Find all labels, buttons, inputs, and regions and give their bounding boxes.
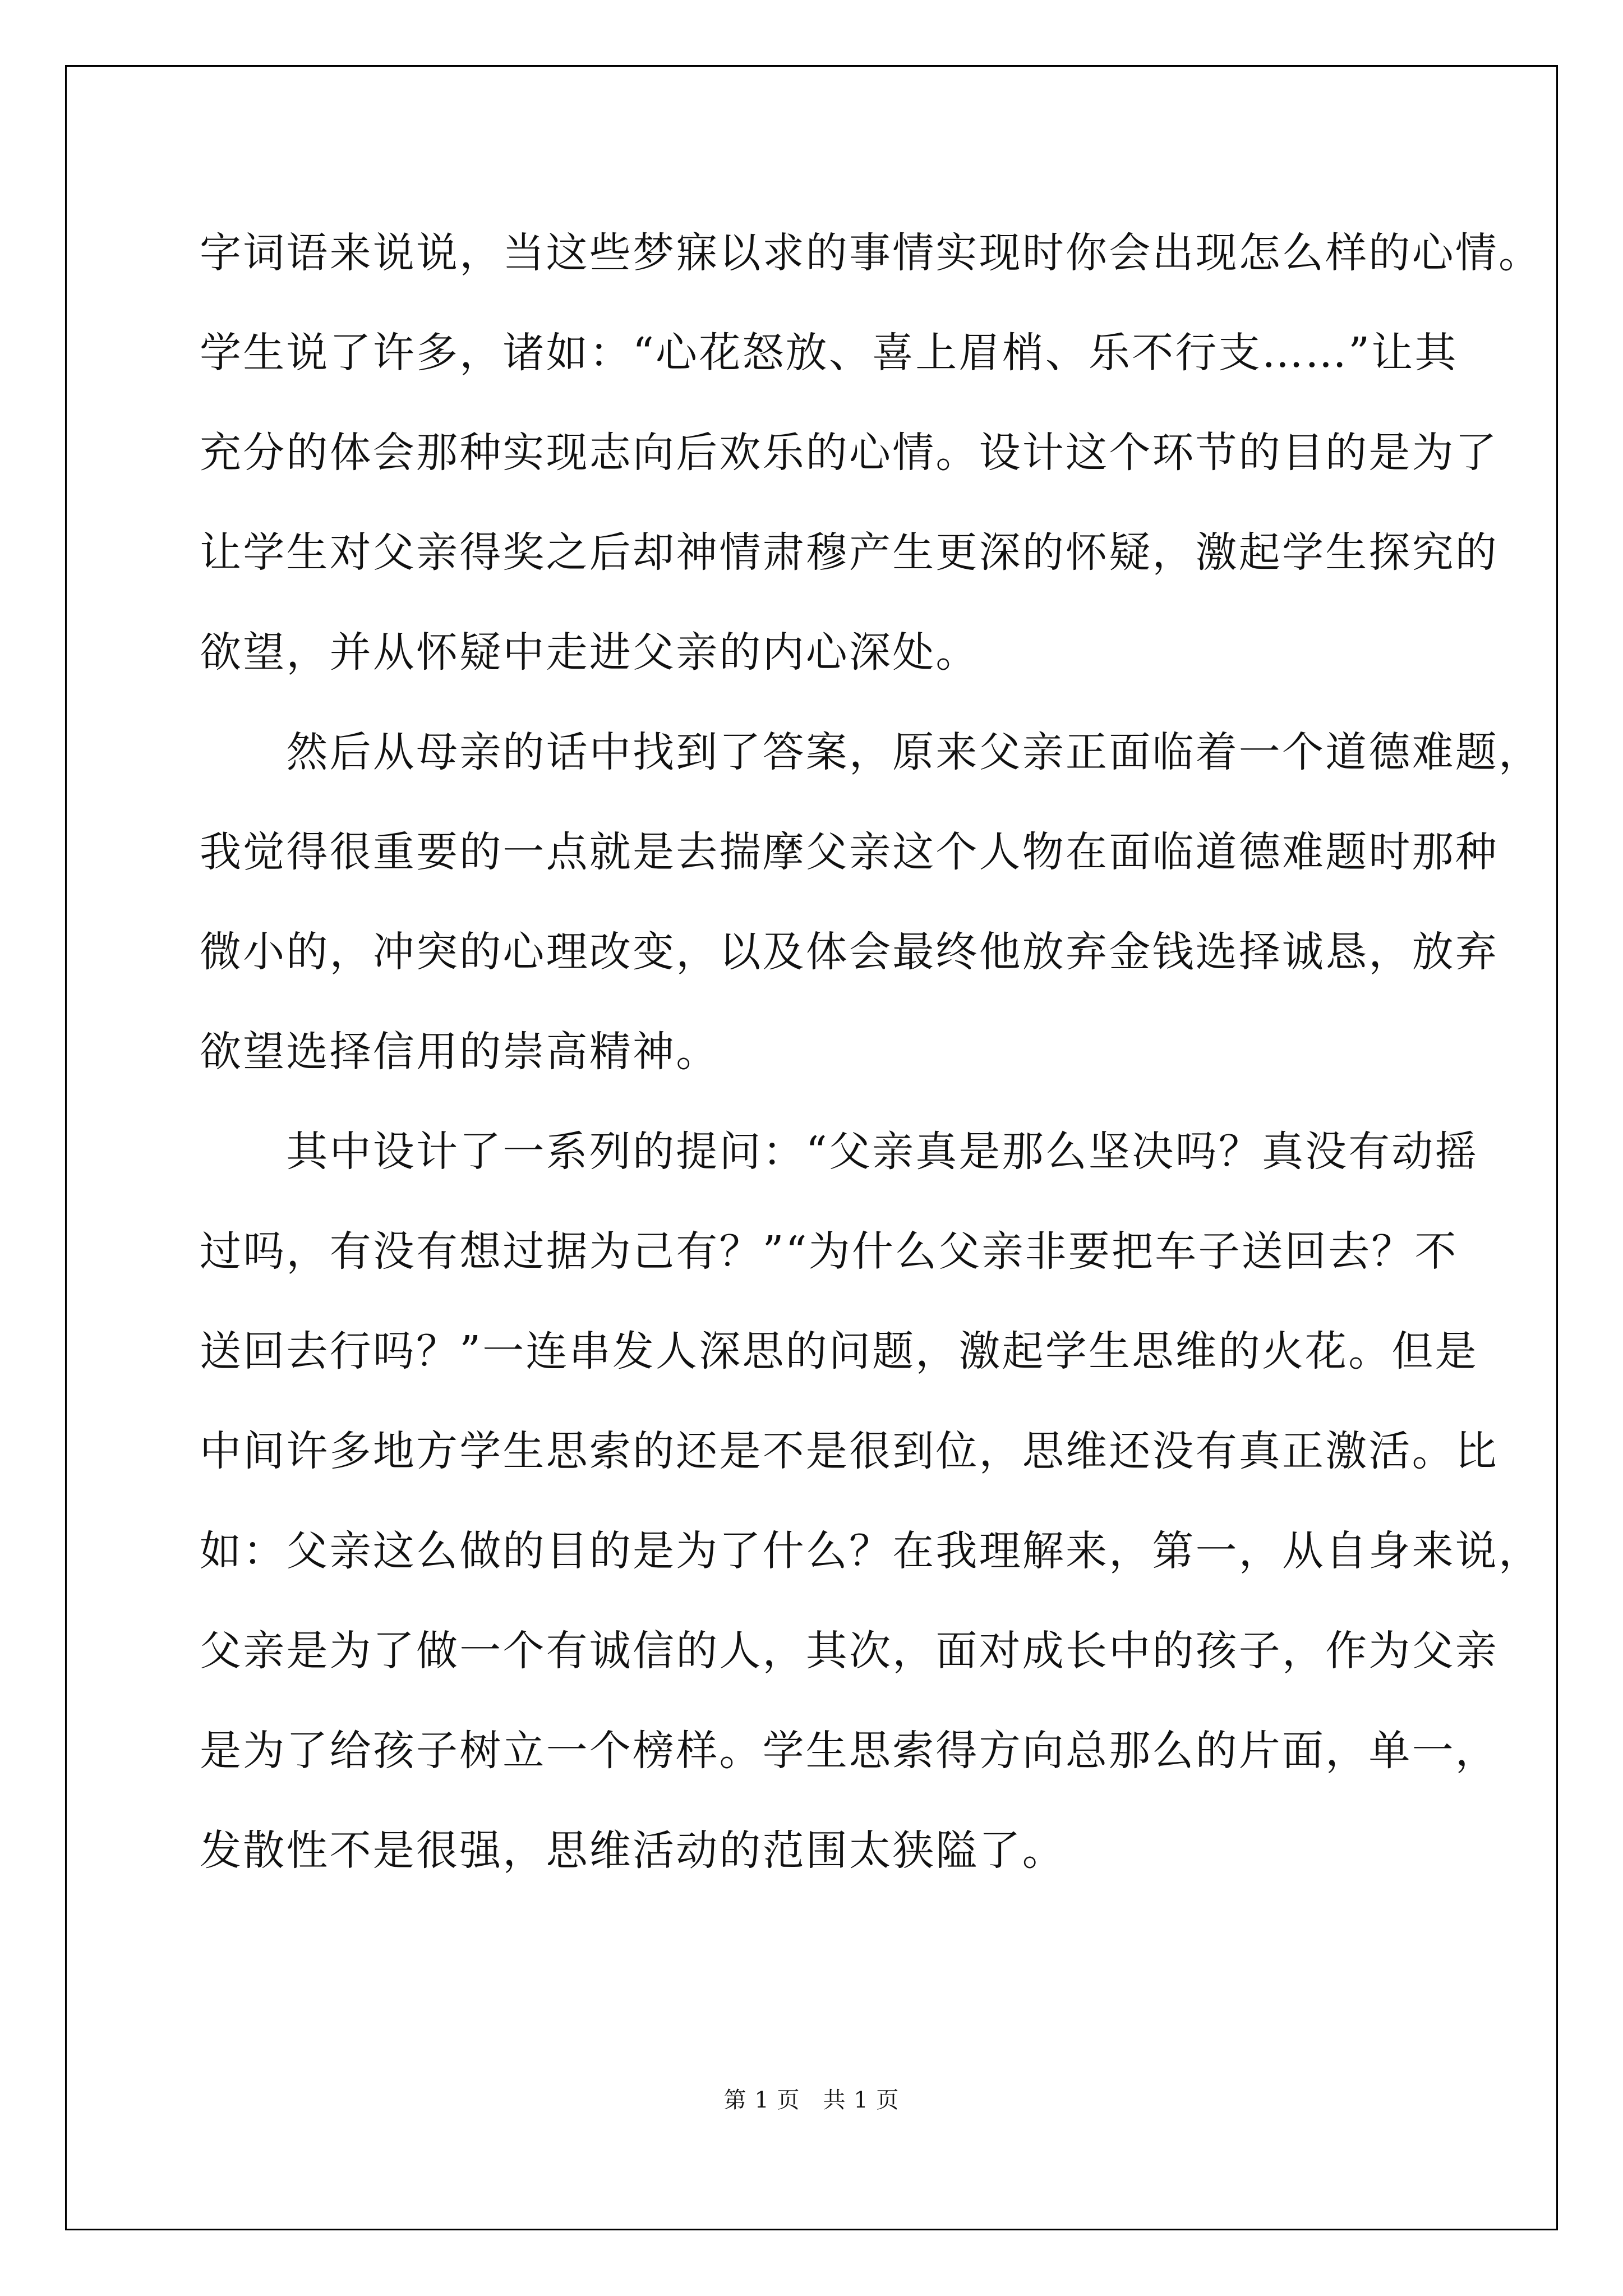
text-line: 过吗，有没有想过据为己有？”“为什么父亲非要把车子送回去？不 <box>200 1227 1458 1276</box>
text-line: 其中设计了一系列的提问：“父亲真是那么坚决吗？真没有动摇 <box>200 1128 1478 1176</box>
text-line: 父亲是为了做一个有诚信的人，其次，面对成长中的孩子，作为父亲 <box>200 1627 1498 1675</box>
text-line: 送回去行吗？”一连串发人深思的问题，激起学生思维的火花。但是 <box>200 1327 1478 1375</box>
text-line: 如：父亲这么做的目的是为了什么？在我理解来，第一，从自身来说， <box>200 1527 1542 1575</box>
page-number: 第 1 页 共 1 页 <box>723 2087 900 2113</box>
text-line: 欲望，并从怀疑中走进父亲的内心深处。 <box>200 628 979 677</box>
text-line: 字词语来说说，当这些梦寐以求的事情实现时你会出现怎么样的心情。 <box>200 229 1542 277</box>
text-line: 我觉得很重要的一点就是去揣摩父亲这个人物在面临道德难题时那种 <box>200 828 1498 876</box>
text-line: 发散性不是很强，思维活动的范围太狭隘了。 <box>200 1826 1066 1875</box>
document-body <box>200 203 1542 1901</box>
page-footer <box>0 2082 1623 2114</box>
text-line: 微小的，冲突的心理改变，以及体会最终他放弃金钱选择诚恳，放弃 <box>200 928 1498 976</box>
text-line: 让学生对父亲得奖之后却神情肃穆产生更深的怀疑，激起学生探究的 <box>200 528 1498 577</box>
text-line: 欲望选择信用的崇高精神。 <box>200 1028 720 1076</box>
text-line: 然后从母亲的话中找到了答案，原来父亲正面临着一个道德难题， <box>200 728 1542 776</box>
text-line: 学生说了许多，诸如：“心花怒放、喜上眉梢、乐不行支……”让其 <box>200 329 1458 377</box>
text-line: 中间许多地方学生思索的还是不是很到位，思维还没有真正激活。比 <box>200 1427 1498 1475</box>
text-line: 是为了给孩子树立一个榜样。学生思索得方向总那么的片面，单一， <box>200 1727 1498 1775</box>
text-line: 充分的体会那种实现志向后欢乐的心情。设计这个环节的目的是为了 <box>200 429 1498 477</box>
